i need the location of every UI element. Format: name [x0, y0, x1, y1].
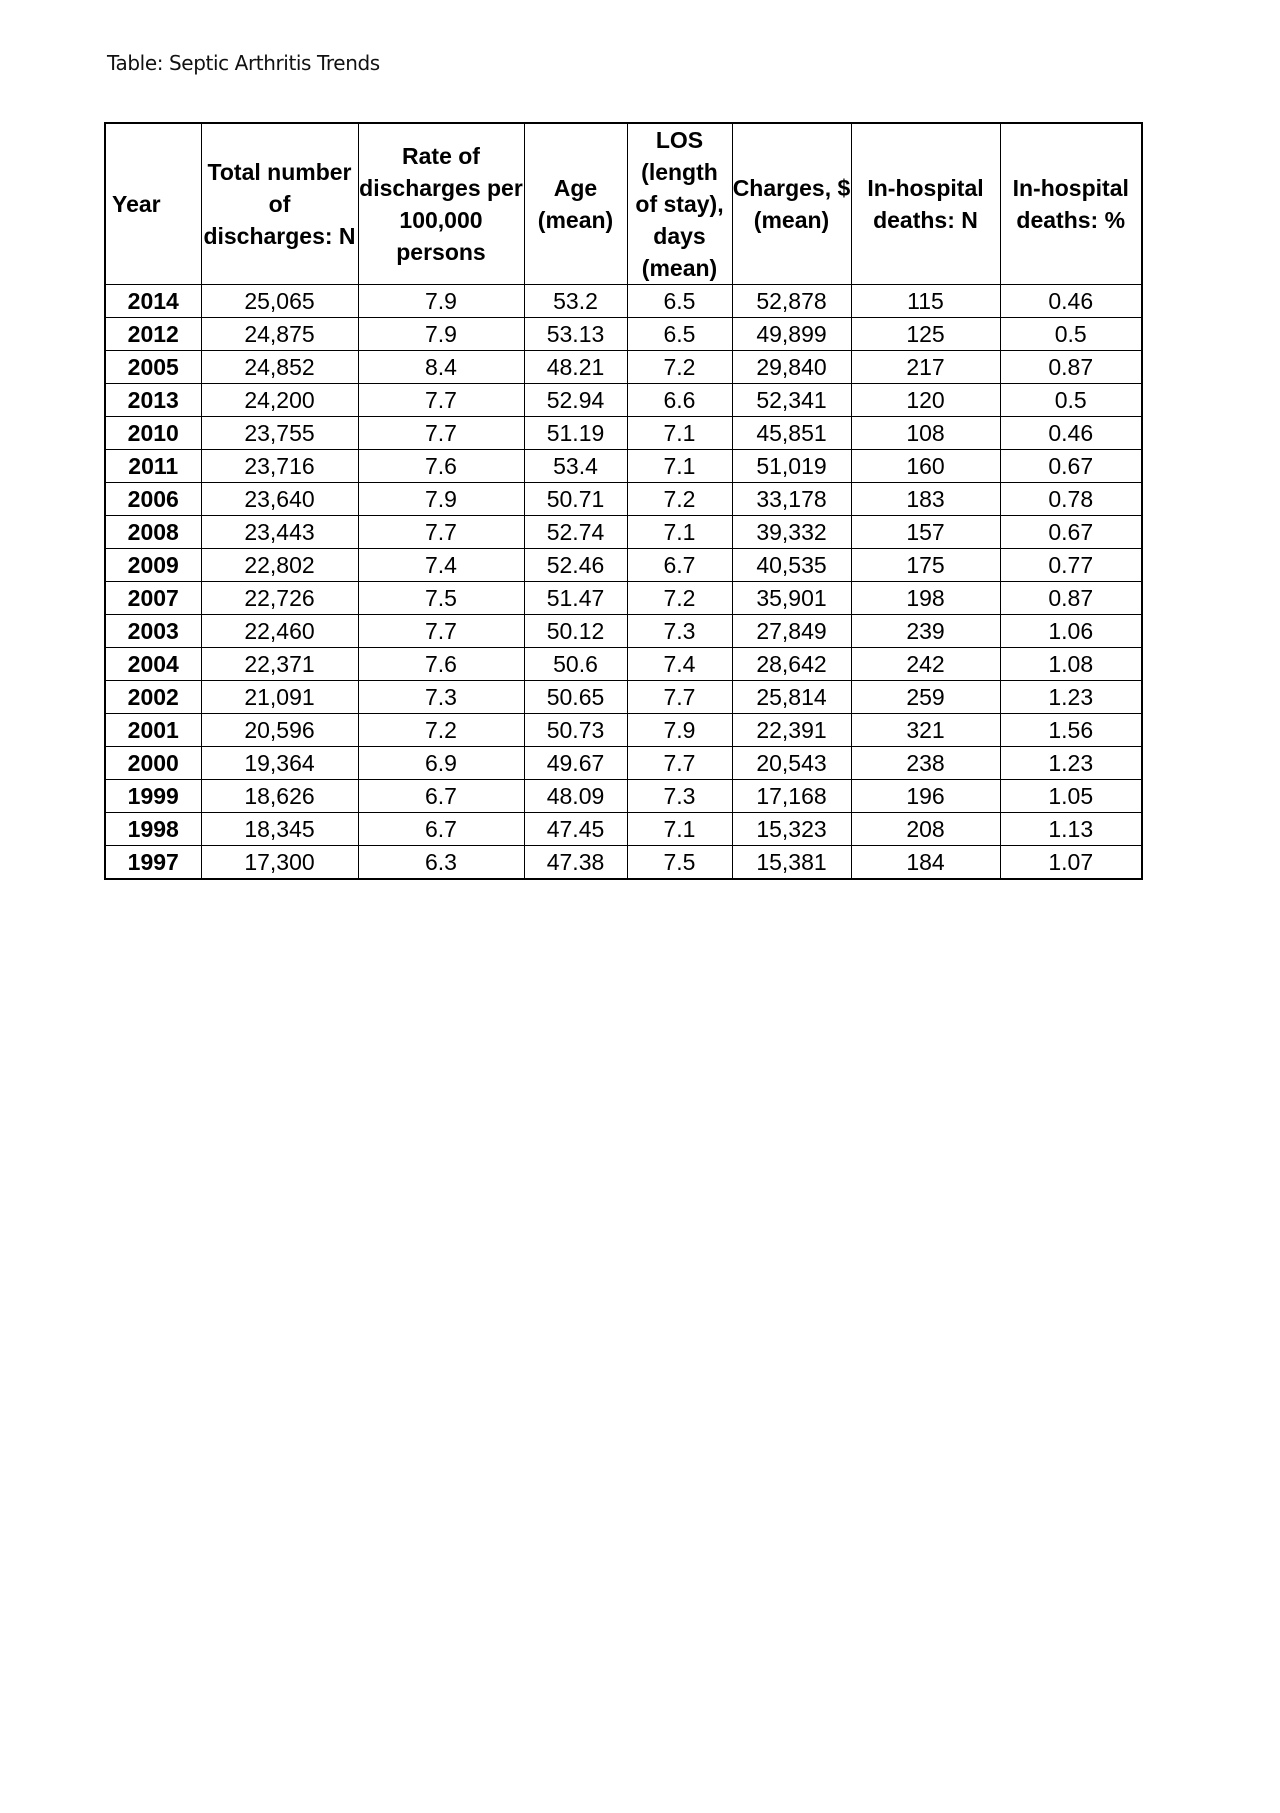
- cell-los: 7.9: [627, 714, 732, 747]
- septic-arthritis-trends-table: [104, 122, 1143, 880]
- cell-charges: 52,341: [732, 384, 851, 417]
- cell-total-discharges: 22,460: [201, 615, 358, 648]
- cell-rate: 6.7: [358, 813, 524, 846]
- table-row: [105, 747, 1142, 780]
- cell-los: 7.1: [627, 417, 732, 450]
- cell-charges: 33,178: [732, 483, 851, 516]
- cell-deaths-percent: 1.13: [1000, 813, 1142, 846]
- cell-rate: 7.5: [358, 582, 524, 615]
- cell-total-discharges: 21,091: [201, 681, 358, 714]
- cell-charges: 35,901: [732, 582, 851, 615]
- cell-age: 52.46: [524, 549, 627, 582]
- cell-charges: 52,878: [732, 285, 851, 318]
- cell-los: 7.1: [627, 516, 732, 549]
- cell-charges: 51,019: [732, 450, 851, 483]
- cell-deaths-percent: 1.08: [1000, 648, 1142, 681]
- cell-year: 2009: [105, 549, 201, 582]
- cell-rate: 7.3: [358, 681, 524, 714]
- cell-deaths-count: 160: [851, 450, 1000, 483]
- cell-deaths-percent: 0.5: [1000, 384, 1142, 417]
- cell-charges: 49,899: [732, 318, 851, 351]
- cell-year: 2002: [105, 681, 201, 714]
- cell-charges: 15,323: [732, 813, 851, 846]
- cell-year: 2007: [105, 582, 201, 615]
- cell-deaths-count: 108: [851, 417, 1000, 450]
- table-row: [105, 417, 1142, 450]
- table-row: [105, 681, 1142, 714]
- cell-age: 49.67: [524, 747, 627, 780]
- column-header-age: Age (mean): [524, 123, 627, 285]
- cell-los: 7.2: [627, 582, 732, 615]
- cell-charges: 15,381: [732, 846, 851, 880]
- cell-year: 2006: [105, 483, 201, 516]
- cell-total-discharges: 22,726: [201, 582, 358, 615]
- cell-year: 2011: [105, 450, 201, 483]
- cell-deaths-count: 242: [851, 648, 1000, 681]
- cell-total-discharges: 24,875: [201, 318, 358, 351]
- cell-total-discharges: 20,596: [201, 714, 358, 747]
- cell-los: 7.2: [627, 351, 732, 384]
- table-row: [105, 318, 1142, 351]
- cell-deaths-count: 208: [851, 813, 1000, 846]
- cell-deaths-count: 125: [851, 318, 1000, 351]
- cell-age: 53.2: [524, 285, 627, 318]
- cell-total-discharges: 23,443: [201, 516, 358, 549]
- table-row: [105, 714, 1142, 747]
- cell-deaths-percent: 0.87: [1000, 351, 1142, 384]
- cell-year: 2005: [105, 351, 201, 384]
- cell-rate: 6.3: [358, 846, 524, 880]
- cell-deaths-percent: 1.23: [1000, 747, 1142, 780]
- table-row: [105, 846, 1142, 880]
- cell-age: 50.73: [524, 714, 627, 747]
- cell-deaths-percent: 0.46: [1000, 285, 1142, 318]
- cell-year: 2000: [105, 747, 201, 780]
- cell-deaths-count: 115: [851, 285, 1000, 318]
- cell-year: 2004: [105, 648, 201, 681]
- cell-los: 7.7: [627, 681, 732, 714]
- cell-total-discharges: 25,065: [201, 285, 358, 318]
- cell-age: 50.65: [524, 681, 627, 714]
- cell-year: 2001: [105, 714, 201, 747]
- cell-year: 2013: [105, 384, 201, 417]
- cell-age: 50.71: [524, 483, 627, 516]
- cell-age: 53.4: [524, 450, 627, 483]
- cell-rate: 7.9: [358, 318, 524, 351]
- cell-deaths-percent: 0.67: [1000, 450, 1142, 483]
- table-row: [105, 285, 1142, 318]
- cell-year: 1998: [105, 813, 201, 846]
- cell-charges: 40,535: [732, 549, 851, 582]
- cell-los: 6.7: [627, 549, 732, 582]
- cell-total-discharges: 23,755: [201, 417, 358, 450]
- cell-rate: 6.9: [358, 747, 524, 780]
- cell-charges: 22,391: [732, 714, 851, 747]
- cell-los: 6.5: [627, 318, 732, 351]
- table-row: [105, 483, 1142, 516]
- cell-rate: 7.7: [358, 615, 524, 648]
- cell-year: 1999: [105, 780, 201, 813]
- cell-deaths-count: 157: [851, 516, 1000, 549]
- cell-rate: 7.9: [358, 285, 524, 318]
- cell-total-discharges: 24,852: [201, 351, 358, 384]
- table-row: [105, 615, 1142, 648]
- cell-los: 7.3: [627, 615, 732, 648]
- table-row: [105, 780, 1142, 813]
- cell-total-discharges: 23,716: [201, 450, 358, 483]
- table-caption: Table: Septic Arthritis Trends: [107, 51, 380, 75]
- cell-deaths-count: 196: [851, 780, 1000, 813]
- cell-year: 2010: [105, 417, 201, 450]
- cell-rate: 7.9: [358, 483, 524, 516]
- cell-los: 7.5: [627, 846, 732, 880]
- cell-deaths-count: 183: [851, 483, 1000, 516]
- cell-age: 50.6: [524, 648, 627, 681]
- cell-age: 51.19: [524, 417, 627, 450]
- table-header-row: [105, 123, 1142, 285]
- cell-year: 2014: [105, 285, 201, 318]
- cell-year: 1997: [105, 846, 201, 880]
- cell-age: 47.45: [524, 813, 627, 846]
- cell-year: 2012: [105, 318, 201, 351]
- cell-age: 53.13: [524, 318, 627, 351]
- cell-total-discharges: 17,300: [201, 846, 358, 880]
- cell-age: 48.21: [524, 351, 627, 384]
- cell-deaths-count: 238: [851, 747, 1000, 780]
- column-header-length-of-stay: LOS (length of stay), days (mean): [627, 123, 732, 285]
- table-row: [105, 351, 1142, 384]
- cell-deaths-count: 184: [851, 846, 1000, 880]
- cell-charges: 20,543: [732, 747, 851, 780]
- cell-los: 7.2: [627, 483, 732, 516]
- table-row: [105, 582, 1142, 615]
- cell-rate: 7.7: [358, 384, 524, 417]
- cell-deaths-percent: 0.87: [1000, 582, 1142, 615]
- cell-deaths-count: 217: [851, 351, 1000, 384]
- cell-deaths-count: 120: [851, 384, 1000, 417]
- column-header-charges: Charges, $ (mean): [732, 123, 851, 285]
- cell-age: 51.47: [524, 582, 627, 615]
- column-header-year: Year: [105, 123, 201, 285]
- cell-charges: 25,814: [732, 681, 851, 714]
- cell-deaths-percent: 0.46: [1000, 417, 1142, 450]
- cell-total-discharges: 23,640: [201, 483, 358, 516]
- cell-los: 7.7: [627, 747, 732, 780]
- cell-deaths-percent: 1.07: [1000, 846, 1142, 880]
- cell-charges: 28,642: [732, 648, 851, 681]
- cell-los: 6.6: [627, 384, 732, 417]
- cell-age: 48.09: [524, 780, 627, 813]
- cell-year: 2003: [105, 615, 201, 648]
- cell-total-discharges: 22,371: [201, 648, 358, 681]
- cell-deaths-count: 259: [851, 681, 1000, 714]
- cell-deaths-percent: 1.56: [1000, 714, 1142, 747]
- column-header-deaths-count: In-hospital deaths: N: [851, 123, 1000, 285]
- cell-age: 52.74: [524, 516, 627, 549]
- cell-los: 7.4: [627, 648, 732, 681]
- cell-los: 7.3: [627, 780, 732, 813]
- cell-deaths-percent: 1.05: [1000, 780, 1142, 813]
- cell-deaths-count: 175: [851, 549, 1000, 582]
- cell-rate: 6.7: [358, 780, 524, 813]
- column-header-total-discharges: Total number of discharges: N: [201, 123, 358, 285]
- cell-rate: 8.4: [358, 351, 524, 384]
- cell-deaths-percent: 0.78: [1000, 483, 1142, 516]
- cell-charges: 45,851: [732, 417, 851, 450]
- cell-rate: 7.7: [358, 417, 524, 450]
- cell-charges: 17,168: [732, 780, 851, 813]
- cell-deaths-count: 321: [851, 714, 1000, 747]
- cell-total-discharges: 18,626: [201, 780, 358, 813]
- cell-los: 7.1: [627, 450, 732, 483]
- table-row: [105, 384, 1142, 417]
- cell-age: 47.38: [524, 846, 627, 880]
- cell-charges: 29,840: [732, 351, 851, 384]
- cell-total-discharges: 18,345: [201, 813, 358, 846]
- cell-total-discharges: 19,364: [201, 747, 358, 780]
- table-body: [105, 285, 1142, 880]
- cell-deaths-percent: 0.77: [1000, 549, 1142, 582]
- column-header-rate-of-discharges: Rate of discharges per 100,000 persons: [358, 123, 524, 285]
- cell-deaths-percent: 0.5: [1000, 318, 1142, 351]
- cell-total-discharges: 24,200: [201, 384, 358, 417]
- cell-total-discharges: 22,802: [201, 549, 358, 582]
- cell-charges: 27,849: [732, 615, 851, 648]
- column-header-deaths-percent: In-hospital deaths: %: [1000, 123, 1142, 285]
- table-row: [105, 450, 1142, 483]
- cell-los: 6.5: [627, 285, 732, 318]
- cell-deaths-percent: 1.06: [1000, 615, 1142, 648]
- cell-rate: 7.6: [358, 450, 524, 483]
- cell-rate: 7.2: [358, 714, 524, 747]
- cell-rate: 7.4: [358, 549, 524, 582]
- cell-deaths-percent: 1.23: [1000, 681, 1142, 714]
- cell-deaths-count: 198: [851, 582, 1000, 615]
- cell-rate: 7.6: [358, 648, 524, 681]
- cell-charges: 39,332: [732, 516, 851, 549]
- cell-deaths-count: 239: [851, 615, 1000, 648]
- table-row: [105, 813, 1142, 846]
- cell-rate: 7.7: [358, 516, 524, 549]
- table-row: [105, 516, 1142, 549]
- cell-age: 52.94: [524, 384, 627, 417]
- cell-los: 7.1: [627, 813, 732, 846]
- cell-deaths-percent: 0.67: [1000, 516, 1142, 549]
- table-row: [105, 648, 1142, 681]
- cell-age: 50.12: [524, 615, 627, 648]
- cell-year: 2008: [105, 516, 201, 549]
- table-row: [105, 549, 1142, 582]
